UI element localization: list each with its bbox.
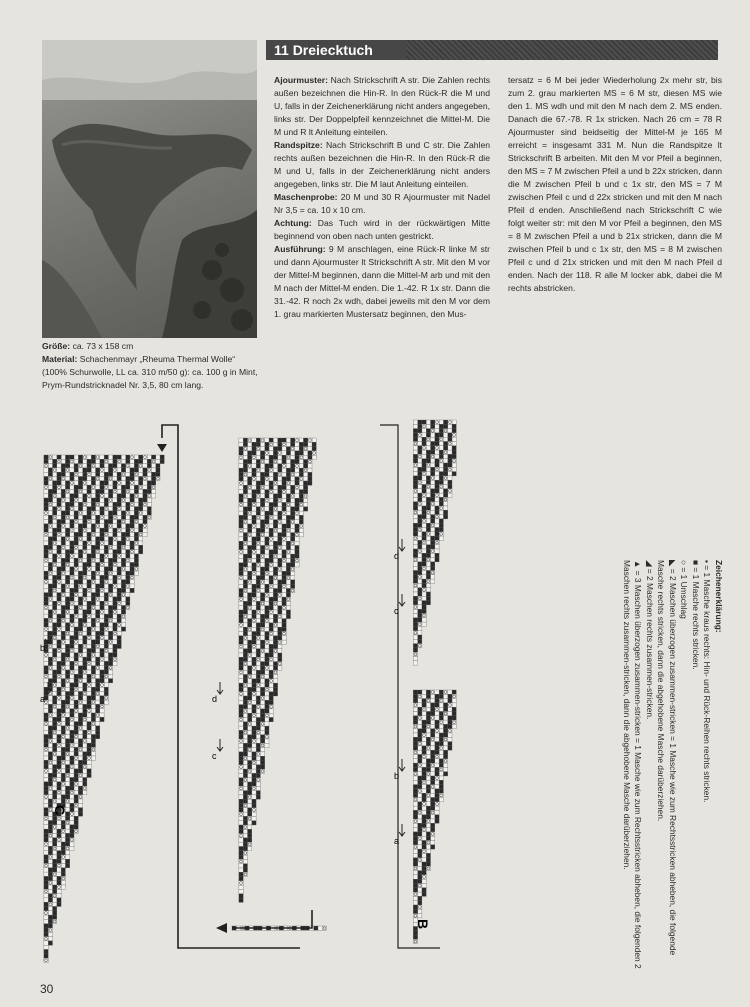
chart-b-c-letter: c	[394, 606, 399, 616]
legend-item-6: ▲ = 3 Maschen überzogen zusammen-stricken = 1 Masche wie zum Rechtsstricken abheben, die folgenden 2 Maschen rechts zusammen-stricken, dann die abgehobene Masche darüberziehen.	[622, 560, 644, 969]
legend-item-4: ◣ = 2 Maschen überzogen zusammen-stricken = 1 Masche wie zum Rechtsstricken abheben, die folgende Masche rechts stricken, dann die abgehobene Masche darüberziehen.	[656, 560, 678, 956]
chart-a	[232, 438, 327, 930]
chart-b-label: B	[415, 919, 431, 930]
ajour-label: Ajourmuster:	[274, 75, 328, 85]
chart-a-c-arrow	[217, 739, 223, 751]
page-number: 30	[40, 982, 54, 996]
connector-arrowhead-left	[157, 444, 167, 452]
chart-a-d-letter: d	[212, 694, 218, 704]
probe-label: Maschenprobe:	[274, 192, 338, 202]
chart-b-d-arrow	[399, 539, 405, 551]
col2-text: tersatz = 6 M bei jeder Wiederholung 2x mehr str, bis zum 2. grau markierten MS = 6 M str, diesen MS wie den 1. MS wdh und mit den M nach dem 2. MS enden. Danach die 67.-78. R 1x stricken. Nach 26 cm = 78 R Ajourmuster sind beidseitig der Mittel-M je 165 M erreicht = insgesamt 331 M. Nun die Randspitze lt Strickschrift B arbeiten. Mit den M vor Pfeil a beginnen, den MS = 7 M zwischen Pfeil a und b 22x stricken, dann die M zwischen Pfeil b und c 1x str, den MS = 7 M zwischen Pfeil c und d 22x stricken und mit den M nach Pfeil d enden. Anschließend nach Strickschrift C wie folgt weiter str: mit den M vor Pfeil a beginnen, den MS = 8 M zwischen Pfeil a und b 21x stricken, dann die M zwischen Pfeil b und c 1x str, den MS = 8 M zwischen Pfeil c und d 21x stricken und mit den M nach Pfeil d enden. Nach der 118. R alle M locker abk, dabei die M rechts abstricken.	[508, 75, 722, 293]
rand-text: Nach Strickschrift B und C str. Die Zahlen rechts außen bezeichnen die Hin-R. In den Rück-R die M und U, falls in der Zeichenerklärung nicht anders angegeben, links str. Die M laut Anleitung einteilen.	[274, 140, 491, 189]
rand-label: Randspitze:	[274, 140, 323, 150]
material-label: Material:	[42, 354, 78, 364]
legend	[604, 560, 724, 980]
connector-arrowhead-mid	[216, 923, 227, 933]
legend-item-3: ○ = 1 Umschlag	[679, 560, 690, 619]
chart-b	[413, 420, 456, 944]
legend-item-2: ■ = 1 Masche rechts stricken.	[691, 560, 701, 670]
achtung-label: Achtung:	[274, 218, 312, 228]
probe-text: 20 M und 30 R Ajourmuster mit Nadel Nr 3,5 = ca. 10 x 10 cm.	[274, 192, 491, 215]
chart-c-label: C	[52, 805, 68, 816]
ausf-label: Ausführung:	[274, 244, 326, 254]
chart-b-b-arrow	[399, 759, 405, 771]
chart-b-a-letter: a	[394, 836, 400, 846]
size-label: Größe:	[42, 341, 71, 351]
achtung-text: Das Tuch wird in der rückwärtigen Mitte beginnend von oben nach unten gestrickt.	[274, 218, 490, 241]
chart-c-a-letter: a	[40, 694, 46, 704]
chart-b-b-letter: b	[394, 771, 400, 781]
chart-b-d-letter: d	[394, 551, 400, 561]
legend-title: Zeichenerklärung:	[714, 560, 724, 633]
chart-c	[44, 455, 164, 962]
ajour-text: Nach Strickschrift A str. Die Zahlen rechts außen bezeichnen die Hin-R. In den Rück-R die M und U, falls in der Zeichenerklärung nicht anders angegeben, links str. Der Doppelpfeil kennzeichnet die Mittel-M. Die M und R lt Anleitung einteilen.	[274, 75, 491, 137]
legend-item-5: ◢ = 2 Maschen rechts zusammen-stricken.	[645, 560, 655, 720]
size-value: ca. 73 x 158 cm	[72, 341, 134, 351]
chart-c-b-letter: b	[40, 643, 46, 653]
chart-b-a-arrow	[399, 824, 405, 836]
chart-a-c-letter: c	[212, 751, 217, 761]
chart-a-d-arrow	[217, 682, 223, 694]
ausf-text: 9 M anschlagen, eine Rück-R linke M str und dann Ajourmuster lt Strickschrift A str. Mit den M vor der Mittel-M beginnen, dann die Mittel-M arb und mit den M nach der Mittel-M enden. Die 1.-42. R 1x str. Dann die 31.-42. R noch 2x wdh, dabei jeweils mit den M vor dem 1. grau markierten Mustersatz beginnen, den Mus-	[274, 244, 490, 319]
material-value: Schachenmayr „Rheuma Thermal Wolle“ (100% Schurwolle, LL ca. 310 m/50 g): ca. 100 g in Mint, Prym-Rundstricknadel Nr. 3,5, 80 cm lang.	[42, 354, 258, 390]
page-title: 11 Dreiecktuch	[274, 42, 373, 58]
connector-line-mid	[232, 910, 312, 928]
legend-item-1: ▪ = 1 Masche kraus rechts: Hin- und Rück-Reihen rechts stricken.	[702, 560, 713, 803]
chart-b-c-arrow	[399, 594, 405, 606]
